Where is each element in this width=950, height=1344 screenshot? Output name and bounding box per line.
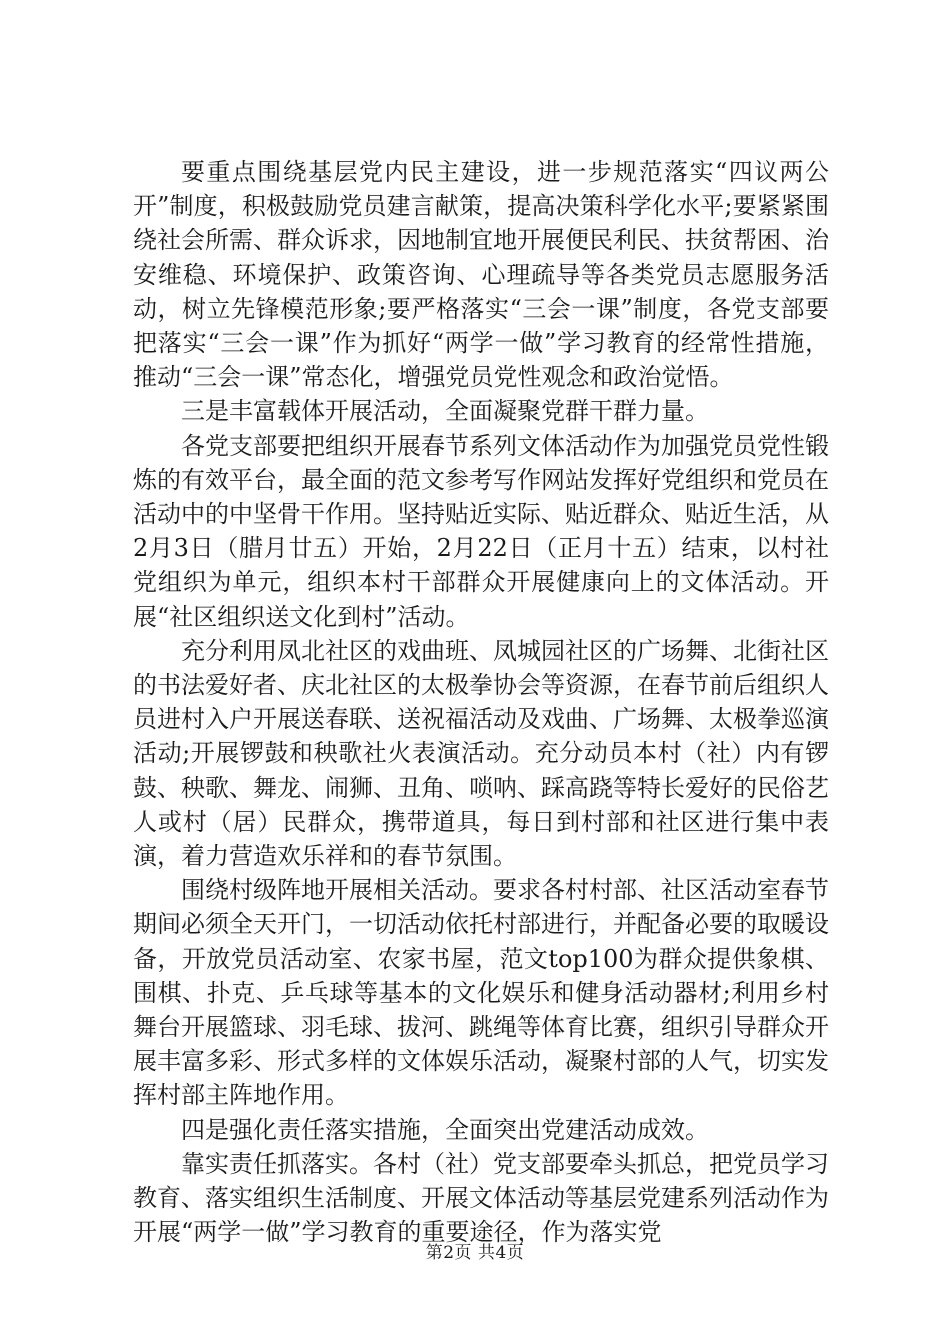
- paragraph-7: 靠实责任抓落实。各村（社）党支部要牵头抓总，把党员学习教育、落实组织生活制度、开展文体活动等基层党建系列活动作为开展“两学一做”学习教育的重要途径，作为落实党: [133, 1149, 829, 1247]
- paragraph-5: 围绕村级阵地开展相关活动。要求各村村部、社区活动室春节期间必须全天开门，一切活动依托村部进行，并配备必要的取暖设备，开放党员活动室、农家书屋，范文top100为群众提供象棋、围棋、扑克、乒乓球等基本的文化娱乐和健身活动器材;利用乡村舞台开展篮球、羽毛球、拔河、跳绳等体育比赛，组织引导群众开展丰富多彩、形式多样的文体娱乐活动，凝聚村部的人气，切实发挥村部主阵地作用。: [133, 876, 829, 1110]
- paragraph-2: 三是丰富载体开展活动，全面凝聚党群干群力量。: [181, 397, 709, 426]
- paragraph-4: 充分利用凤北社区的戏曲班、凤城园社区的广场舞、北街社区的书法爱好者、庆北社区的太极拳协会等资源，在春节前后组织人员进村入户开展送春联、送祝福活动及戏曲、广场舞、太极拳巡演活动;开展锣鼓和秧歌社火表演活动。充分动员本村（社）内有锣鼓、秧歌、舞龙、闹狮、丑角、唢呐、踩高跷等特长爱好的民俗艺人或村（居）民群众，携带道具，每日到村部和社区进行集中表演，着力营造欢乐祥和的春节氛围。: [133, 636, 829, 871]
- paragraph-3: 各党支部要把组织开展春节系列文体活动作为加强党员党性锻炼的有效平台，最全面的范文参考写作网站发挥好党组织和党员在活动中的中坚骨干作用。坚持贴近实际、贴近群众、贴近生活，从2月3日（腊月廿五）开始，2月22日（正月十五）结束，以村社党组织为单元，组织本村干部群众开展健康向上的文体活动。开展“社区组织送文化到村”活动。: [133, 431, 829, 631]
- page-footer: 第2页 共4页: [425, 1243, 525, 1263]
- paragraph-6: 四是强化责任落实措施，全面突出党建活动成效。: [181, 1115, 709, 1144]
- document-body: [133, 155, 829, 1250]
- paragraph-1: 要重点围绕基层党内民主建设，进一步规范落实“四议两公开”制度，积极鼓励党员建言献策，提高决策科学化水平;要紧紧围绕社会所需、群众诉求，因地制宜地开展便民利民、扶贫帮困、治安维稳、环境保护、政策咨询、心理疏导等各类党员志愿服务活动，树立先锋模范形象;要严格落实“三会一课”制度，各党支部要把落实“三会一课”作为抓好“两学一做”学习教育的经常性措施，推动“三会一课”常态化，增强党员党性观念和政治觉悟。: [133, 158, 829, 392]
